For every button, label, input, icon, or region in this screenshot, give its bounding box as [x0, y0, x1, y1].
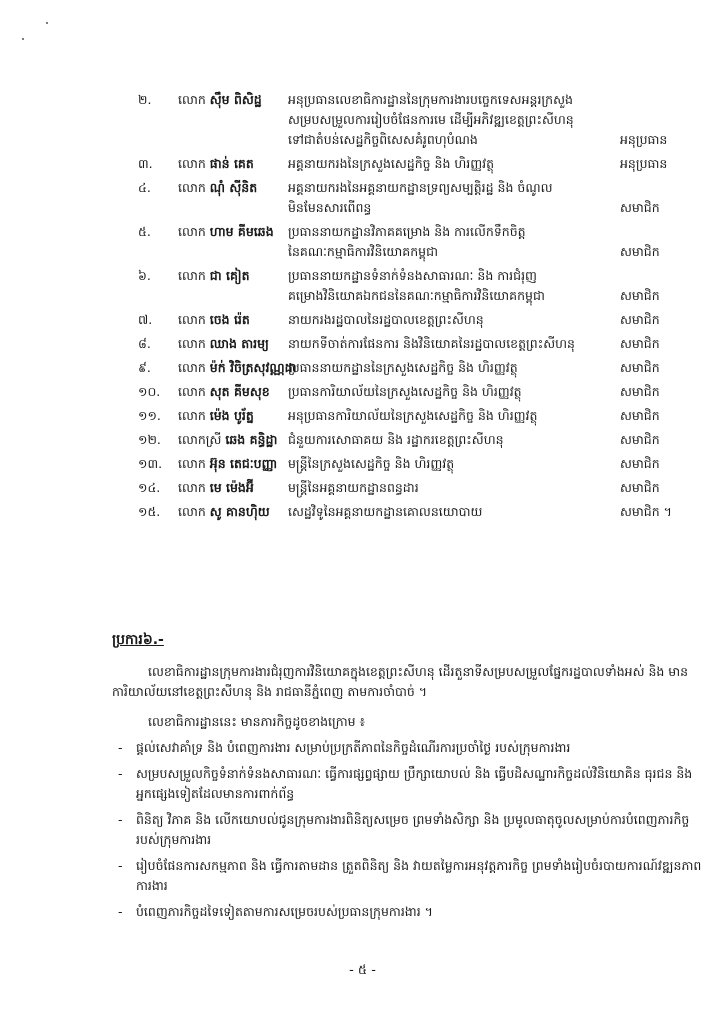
member-fullname: ឆេង គន្ធិដ្ឋា: [225, 432, 278, 447]
member-fullname: ចេង រ៉េត: [209, 312, 250, 327]
member-position-line: មិនមែនសារពើពន្ធ: [288, 200, 372, 215]
member-row: [138, 90, 698, 150]
member-number: ១១.: [138, 408, 161, 423]
member-position-line: ប្រធាននាយកដ្ឋានទំនាក់ទំនងសាធារណៈ និង ការជំរុញ: [288, 268, 537, 283]
member-honorific: លោក: [178, 268, 206, 283]
member-honorific: លោក: [178, 408, 206, 423]
member-row: [138, 430, 698, 450]
member-fullname: ហាម គីមឆេង: [209, 224, 274, 239]
member-row: [138, 222, 698, 262]
member-number: ១៥.: [138, 504, 161, 519]
member-honorific: លោក: [178, 360, 206, 375]
scan-speck: [46, 22, 48, 24]
member-row: [138, 310, 698, 330]
member-position-line: ជំនួយការសោធាគយ និង រដ្ឋាករខេត្តព្រះសីហនុ: [288, 432, 504, 447]
member-row: [138, 334, 698, 354]
member-role: សមាជិក: [620, 244, 660, 259]
member-fullname: មេ ម៉េងអ៊ី: [209, 480, 254, 495]
member-position-line: អនុប្រធានការិយាល័យនៃក្រសួងសេដ្ឋកិច្ច និង ហិរញ្ញវត្ថុ: [288, 408, 538, 423]
member-position-line: នាយកទីចាត់ការផែនការ និងវិនិយោគនៃរដ្ឋបាលខេត្តព្រះសីហនុ: [288, 336, 575, 351]
member-row: [138, 406, 698, 426]
member-honorific: លោកស្រី: [178, 432, 222, 447]
member-role: សមាជិក: [620, 200, 660, 215]
member-position-line: មន្ត្រីនៃអគ្គនាយកដ្ឋានពន្ធដារ: [288, 480, 419, 495]
member-position: [288, 406, 618, 426]
page-number: - ៥ -: [349, 963, 376, 978]
article-heading: ប្រការ៦.-: [112, 632, 164, 648]
member-role: សមាជិក: [620, 432, 660, 447]
member-fullname: ឈាង តារម្យ: [209, 336, 269, 351]
member-name: [178, 454, 298, 474]
member-position-line: អនុប្រធានលេខាធិការដ្ឋាននៃក្រុមការងារបច្ចេកទេសអន្តរក្រសួង: [288, 92, 573, 107]
member-role: សមាជិក: [620, 456, 660, 471]
member-role: សមាជិក: [620, 336, 660, 351]
member-fullname: ម៉ក់ វិចិត្រសុវណ្ណដា: [209, 360, 297, 375]
duties-list: [112, 738, 702, 928]
member-name: [178, 478, 298, 498]
member-row: [138, 454, 698, 474]
member-name: [178, 382, 298, 402]
member-honorific: លោក: [178, 384, 206, 399]
member-position: [288, 478, 618, 498]
member-position: [288, 310, 618, 330]
member-role: សមាជិក: [620, 312, 660, 327]
duty-item: - សម្របសម្រួលកិច្ចទំនាក់ទំនងសាធារណៈ ធ្វើការផ្សព្វផ្សាយ ប្រឹក្សាយោបល់ និង ធ្វើបដិសណ្ឋារកិច្ចដល់វិនិយោគិន ធុរជន និង អ្នកផ្សេងទៀតដែលមានការពាក់ព័ន្ធ: [112, 764, 702, 804]
member-position-line: ទៅជាតំបន់សេដ្ឋកិច្ចពិសេសគំរូពហុបំណង: [288, 132, 478, 147]
member-list: [138, 90, 698, 526]
member-number: ១៤.: [138, 480, 161, 495]
member-number: ៥.: [138, 224, 151, 239]
member-number: ៣.: [138, 156, 153, 171]
member-honorific: លោក: [178, 224, 206, 239]
member-position: [288, 382, 618, 402]
member-role: សមាជិក: [620, 480, 660, 495]
duty-item: - ពិនិត្យ វិភាគ និង លើកយោបល់ជូនក្រុមការងារពិនិត្យសម្រេច ព្រមទាំងសិក្សា និង ប្រមូលធាតុចូលសម្រាប់ការបំពេញភារកិច្ចរបស់ក្រុមការងារ: [112, 810, 702, 850]
member-row: [138, 178, 698, 218]
member-name: [178, 222, 298, 242]
member-fullname: ផាន់ គេត: [209, 156, 254, 171]
member-name: [178, 90, 298, 110]
member-position: [288, 502, 618, 522]
member-position: [288, 154, 618, 174]
member-honorific: លោក: [178, 312, 206, 327]
member-row: [138, 358, 698, 378]
member-row: [138, 502, 698, 522]
member-name: [178, 358, 298, 378]
member-position-line: សេដ្ឋវិទូនៃអគ្គនាយកដ្ឋានគោលនយោបាយ: [288, 504, 483, 519]
member-honorific: លោក: [178, 336, 206, 351]
member-position-line: ប្រធាននាយកដ្ឋាននៃក្រសួងសេដ្ឋកិច្ច និង ហិរញ្ញវត្ថុ: [288, 360, 518, 375]
member-position: [288, 454, 618, 474]
member-position-line: សម្របសម្រួលការរៀបចំផែនការមេ ដើម្បីអភិវឌ្ឍខេត្តព្រះសីហនុ: [288, 112, 574, 127]
member-position-line: ប្រធានការិយាល័យនៃក្រសួងសេដ្ឋកិច្ច និង ហិរញ្ញវត្ថុ: [288, 384, 522, 399]
duty-item: - ផ្ដល់សេវាគាំទ្រ និង បំពេញការងារ សម្រាប់ប្រក្រតីភាពនៃកិច្ចដំណើរការប្រចាំថ្ងៃ របស់ក្រុមការងារ: [112, 738, 702, 758]
member-position-line: អគ្គនាយករងនៃអគ្គនាយកដ្ឋានទ្រព្យសម្បត្តិរដ្ឋ និង ចំណូល: [288, 180, 553, 195]
member-role: សមាជិក: [620, 408, 660, 423]
member-honorific: លោក: [178, 480, 206, 495]
member-name: [178, 406, 298, 426]
member-honorific: លោក: [178, 456, 206, 471]
duty-item: - បំពេញភារកិច្ចដទៃទៀតតាមការសម្រេចរបស់ប្រធានក្រុមការងារ ។: [112, 902, 702, 922]
member-position: [288, 358, 618, 378]
member-name: [178, 154, 298, 174]
member-fullname: សូ គានហ៊ិយ: [209, 504, 270, 519]
member-fullname: ជា គៀត: [209, 268, 250, 283]
member-honorific: លោក: [178, 156, 206, 171]
article-paragraph-2: លេខាធិការដ្ឋាននេះ មានភារកិច្ចដូចខាងក្រោម ៖: [148, 714, 366, 729]
member-number: ១០.: [138, 384, 161, 399]
member-row: [138, 154, 698, 174]
member-name: [178, 430, 298, 450]
member-name: [178, 266, 298, 286]
article-paragraph-1: លេខាធិការដ្ឋានក្រុមការងារជំរុញការវិនិយោគក្នុងខេត្តព្រះសីហនុ ដើរតួនាទីសម្របសម្រួលផ្នែករដ្ឋបាលទាំងអស់ និង មានការិយាល័យនៅខេត្តព្រះសីហនុ និង រាជធានីភ្នំពេញ តាមការចាំបាច់ ។: [112, 664, 689, 699]
member-fullname: ម៉េង បូរ័ត្ន: [209, 408, 254, 423]
member-position: [288, 178, 618, 218]
member-number: ៧.: [138, 312, 153, 327]
member-row: [138, 478, 698, 498]
member-honorific: លោក: [178, 504, 206, 519]
member-fullname: សុត គីមសុខ: [209, 384, 270, 399]
member-number: ៤.: [138, 180, 151, 195]
member-position-line: មន្ត្រីនៃក្រសួងសេដ្ឋកិច្ច និង ហិរញ្ញវត្ថុ: [288, 456, 455, 471]
member-fullname: ណុំ ស៊ីនិត: [209, 180, 258, 195]
member-number: ២.: [138, 92, 152, 107]
member-honorific: លោក: [178, 92, 206, 107]
member-fullname: អ៊ុន តេជៈបញ្ញា: [209, 456, 278, 471]
member-number: ៨.: [138, 336, 151, 351]
member-position: [288, 222, 618, 262]
member-fullname: ស៊ឹម ពិសិដ្ឋ: [209, 92, 262, 107]
duty-item: - រៀបចំផែនការសកម្មភាព និង ធ្វើការតាមដាន ត្រួតពិនិត្យ និង វាយតម្លៃការអនុវត្តភារកិច្ច ព្រមទាំងរៀបចំរបាយការណ៍វឌ្ឍនភាពការងារ: [112, 856, 702, 896]
member-position: [288, 266, 618, 306]
member-role: សមាជិក: [620, 360, 660, 375]
member-role: សមាជិក: [620, 288, 660, 303]
member-row: [138, 266, 698, 306]
member-position-line: ប្រធាននាយកដ្ឋានវិភាគគម្រោង និង ការលើកទឹកចិត្ត: [288, 224, 526, 239]
member-role: អនុប្រធាន: [620, 132, 668, 147]
member-position: [288, 430, 618, 450]
member-role: សមាជិក ។: [620, 504, 672, 519]
member-name: [178, 334, 298, 354]
scan-speck: [22, 38, 24, 40]
member-role: អនុប្រធាន: [620, 156, 668, 171]
member-position-line: នៃគណៈកម្មាធិការវិនិយោគកម្ពុជា: [288, 244, 438, 259]
member-number: ១២.: [138, 432, 161, 447]
member-position-line: គម្រោងវិនិយោគឯកជននៃគណៈកម្មាធិការវិនិយោគកម្ពុជា: [288, 288, 545, 303]
member-name: [178, 310, 298, 330]
member-role: សមាជិក: [620, 384, 660, 399]
member-number: ១៣.: [138, 456, 163, 471]
member-row: [138, 382, 698, 402]
member-position-line: អគ្គនាយករងនៃក្រសួងសេដ្ឋកិច្ច និង ហិរញ្ញវត្ថុ: [288, 156, 495, 171]
member-number: ៩.: [138, 360, 151, 375]
member-position: [288, 334, 618, 354]
member-number: ៦.: [138, 268, 151, 283]
member-position-line: នាយករងរដ្ឋបាលនៃរដ្ឋបាលខេត្តព្រះសីហនុ: [288, 312, 484, 327]
member-name: [178, 178, 298, 198]
member-honorific: លោក: [178, 180, 206, 195]
member-name: [178, 502, 298, 522]
member-position: [288, 90, 618, 150]
